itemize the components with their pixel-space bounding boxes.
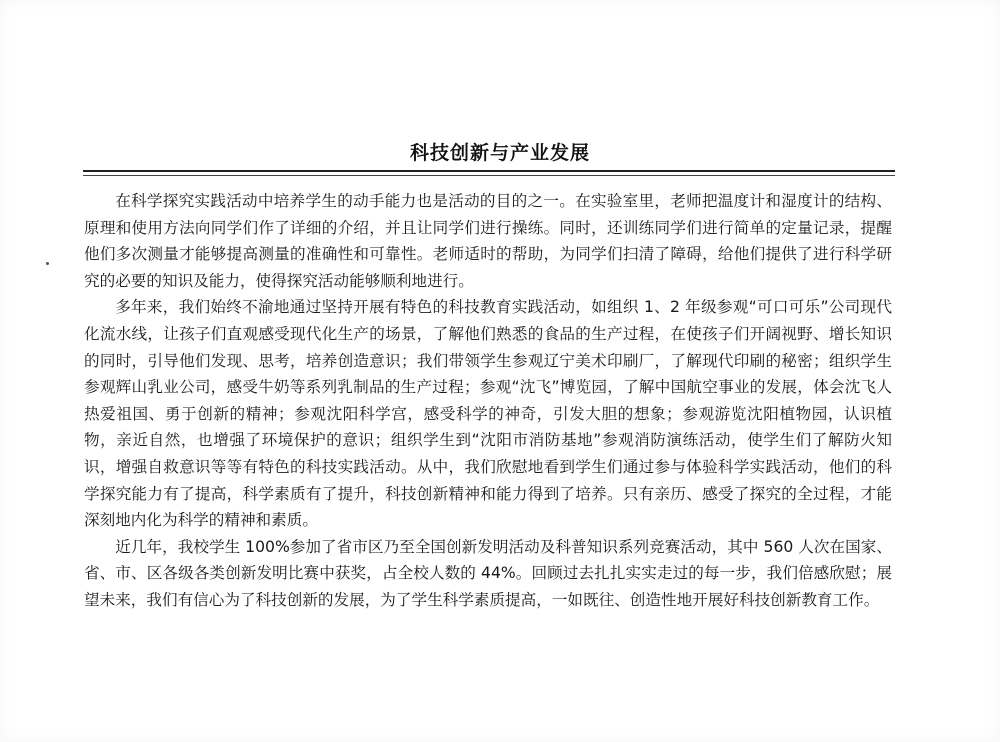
- page-title: 科技创新与产业发展: [409, 142, 590, 164]
- margin-mark: [46, 262, 49, 265]
- header-rule-thin: [83, 175, 895, 176]
- paragraph-practice-skills: 在科学探究实践活动中培养学生的动手能力也是活动的目的之一。在实验室里，老师把温度计和湿度计的结构、原理和使用方法向同学们作了详细的介绍，并且让同学们进行操练。同时，还训练同学们进行简单的定量记录，提醒他们多次测量才能够提高测量的准确性和可靠性。老师适时的帮助，为同学们扫清了障碍，给他们提供了进行科学研究的必要的知识及能力，使得探究活动能够顺利地进行。: [84, 192, 892, 290]
- paragraph-tech-activities: 多年来，我们始终不渝地通过坚持开展有特色的科技教育实践活动，如组织 1、2 年级参观“可口可乐”公司现代化流水线，让孩子们直观感受现代化生产的场景，了解他们熟悉的食品的生产过程，在使孩子们开阔视野、增长知识的同时，引导他们发现、思考，培养创造意识；我们带领学生参观辽宁美术印刷厂，了解现代印刷的秘密；组织学生参观辉山乳业公司，感受牛奶等系列乳制品的生产过程；参观“沈飞”博览园，了解中国航空事业的发展，体会沈飞人热爱祖国、勇于创新的精神；参观沈阳科学宫，感受科学的神奇，引发大胆的想象；参观游览沈阳植物园，认识植物，亲近自然，也增强了环境保护的意识；组织学生到“沈阳市消防基地”参观消防演练活动，使学生们了解防火知识，增强自救意识等等有特色的科技实践活动。从中，我们欣慰地看到学生们通过参与体验科学实践活动，他们的科学探究能力有了提高，科学素质有了提升，科技创新精神和能力得到了培养。只有亲历、感受了探究的全过程，才能深刻地内化为科学的精神和素质。: [84, 298, 892, 530]
- body-text: [84, 188, 892, 614]
- paragraph-achievements: 近几年，我校学生 100%参加了省市区乃至全国创新发明活动及科普知识系列竞赛活动，其中 560 人次在国家、省、市、区各级各类创新发明比赛中获奖，占全校人数的 44%。回顾过去扎扎实实走过的每一步，我们倍感欣慰；展望未来，我们有信心为了科技创新的发展，为了学生科学素质提高，一如既往、创造性地开展好科技创新教育工作。: [84, 537, 892, 609]
- header-rule-thick: [83, 170, 895, 172]
